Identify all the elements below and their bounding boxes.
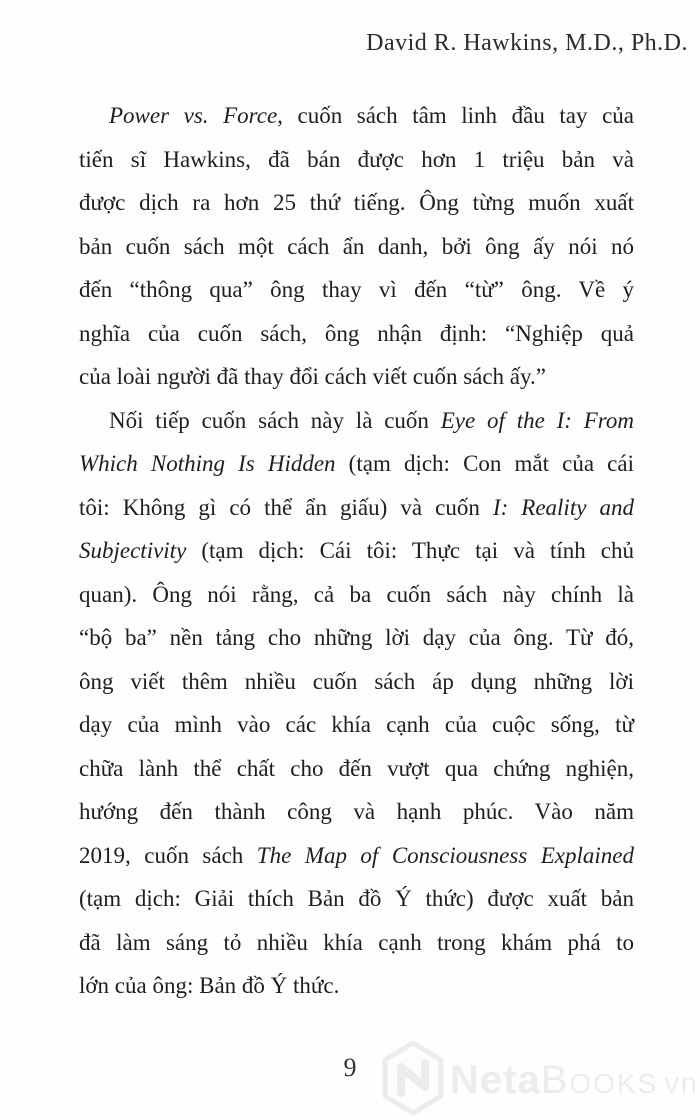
body-line	[79, 181, 634, 225]
body-segment-italic: Subjectivity	[79, 538, 187, 563]
body-segment: tiến sĩ Hawkins, đã bán được hơn 1 triệu bản và	[79, 146, 634, 172]
watermark-brand-suffix: vn	[664, 1067, 698, 1100]
body-segment: của loài người đã thay đổi cách viết cuốn sách ấy.”	[79, 364, 546, 389]
body-line	[79, 660, 634, 704]
body-line	[79, 399, 634, 443]
body-segment: ông viết thêm nhiều cuốn sách áp dụng những lời	[79, 668, 634, 694]
body-segment: (tạm dịch: Giải thích Bản đồ Ý thức) được xuất bản	[79, 886, 634, 911]
body-line	[79, 225, 634, 269]
body-line	[79, 138, 634, 182]
body-segment: lớn của ông: Bản đồ Ý thức.	[79, 973, 340, 998]
body-segment-italic: The Map of Consciousness Explained	[256, 842, 634, 868]
body-segment: đã làm sáng tỏ nhiều khía cạnh trong khám phá to	[79, 929, 634, 955]
body-line	[79, 877, 634, 921]
watermark	[380, 1040, 698, 1120]
body-segment-italic: Power vs. Force	[109, 103, 278, 128]
body-line	[79, 616, 634, 660]
body-line	[79, 355, 634, 399]
body-line	[79, 529, 634, 573]
watermark-brand-text	[450, 1058, 698, 1103]
body-segment: được dịch ra hơn 25 thứ tiếng. Ông từng muốn xuất	[79, 190, 634, 215]
body-text	[79, 94, 634, 1008]
body-segment: , cuốn sách tâm linh đầu tay của	[277, 103, 634, 128]
body-segment: hướng đến thành công và hạnh phúc. Vào năm	[79, 799, 634, 824]
body-segment: chữa lành thể chất cho đến vượt qua chứng nghiện,	[79, 755, 634, 781]
body-line	[79, 703, 634, 747]
body-line	[79, 486, 634, 530]
body-segment: Nối tiếp cuốn sách này là cuốn	[109, 407, 441, 433]
body-line	[79, 921, 634, 965]
page-number: 9	[343, 1053, 357, 1082]
body-line	[79, 442, 634, 486]
body-segment-italic: Which Nothing Is Hidden	[79, 451, 336, 476]
body-line	[79, 312, 634, 356]
body-line	[79, 573, 634, 617]
body-line	[79, 790, 634, 834]
watermark-brand-secondary: Books	[540, 1058, 659, 1102]
body-line	[79, 268, 634, 312]
body-segment: (tạm dịch: Con mắt của cái	[335, 451, 634, 476]
body-segment: dạy của mình vào các khía cạnh của cuộc sống, từ	[79, 712, 634, 737]
body-segment-italic: Eye of the I: From	[440, 407, 634, 433]
body-segment: quan). Ông nói rằng, cả ba cuốn sách này chính là	[79, 581, 634, 607]
body-segment-italic: I: Reality and	[492, 494, 634, 520]
body-line	[79, 834, 634, 878]
body-line	[79, 747, 634, 791]
running-header-author: David R. Hawkins, M.D., Ph.D.	[366, 30, 688, 56]
body-segment: nghĩa của cuốn sách, ông nhận định: “Nghiệp quả	[79, 320, 634, 346]
body-segment: 2019, cuốn sách	[79, 842, 257, 868]
watermark-brand-primary: Neta	[450, 1058, 541, 1102]
body-segment: (tạm dịch: Cái tôi: Thực tại và tính chủ	[186, 538, 634, 563]
netabooks-hexagon-n-logo-icon	[380, 1040, 446, 1120]
body-line	[79, 964, 634, 1008]
body-segment: tôi: Không gì có thể ẩn giấu) và cuốn	[79, 494, 493, 520]
body-segment: “bộ ba” nền tảng cho những lời dạy của ông. Từ đó,	[79, 625, 634, 650]
body-segment: đến “thông qua” ông thay vì đến “từ” ông. Về ý	[79, 277, 634, 302]
body-segment: bản cuốn sách một cách ẩn danh, bởi ông ấy nói nó	[79, 233, 634, 259]
body-line	[79, 94, 634, 138]
